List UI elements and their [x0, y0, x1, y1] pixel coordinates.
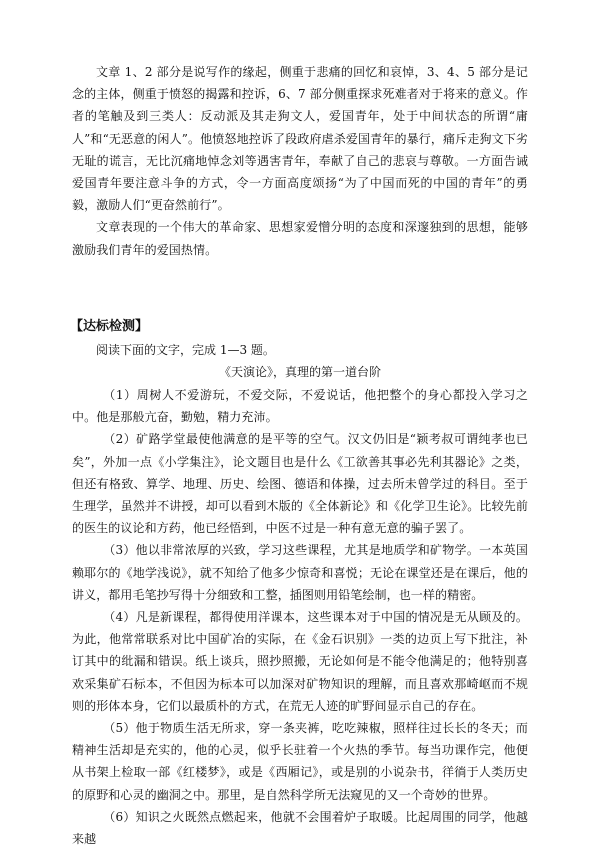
article-body	[72, 384, 528, 850]
article-paragraph: （2）矿路学堂最使他满意的是平等的空气。汉文仍旧是“颖考叔可谓纯孝也已矣”，外加一点《小学集注》，论文题目也是什么《工欲善其事必先利其器论》之类，但还有格致、算学、地理、历史、绘图、德语和体操，过去所未曾学过的科目。至于生理学，虽然并不讲授，却可以看到木版的《全体新论》和《化学卫生论》。比较先前的医生的议论和方药，他已经悟到，中医不过是一种有意无意的骗子罢了。	[72, 432, 528, 536]
intro-paragraph: 文章 1、2 部分是说写作的缘起，侧重于悲痛的回忆和哀悼，3、4、5 部分是记念的主体，侧重于愤怒的揭露和控诉，6、7 部分侧重探求死难者对于将来的意义。作者的笔触及到三类人：反动派及其走狗文人，爱国青年，处于中间状态的所谓“庸人”和“无恶意的闲人”。他愤怒地控诉了段政府虐杀爱国青年的暴行，痛斥走狗文下劣无耻的谎言，无比沉痛地悼念刘等遇害青年，奉献了自己的悲哀与尊敬。一方面告诫爱国青年要注意斗争的方式，令一方面高度颂扬“为了中国而死的中国的青年”的勇毅，激励人们“更奋然前行”。	[72, 65, 528, 213]
article-paragraph: （5）他于物质生活无所求，穿一条夹裤，吃吃辣椒，照样往过长长的冬天；而精神生活却是充实的，他的心灵，似乎长驻着一个火热的季节。每当功课作完，他便从书架上检取一部《红楼梦》，或是《西厢记》，或是别的小说杂书，徉徜于人类历史的原野和心灵的幽洞之中。那里，是自然科学所无法窥见的又一个奇妙的世界。	[72, 721, 528, 802]
article-paragraph: （3）他以非常浓厚的兴致，学习这些课程，尤其是地质学和矿物学。一本英国赖耶尔的《地学浅说》，就不知给了他多少惊奇和喜悦；无论在课堂还是在课后，他的讲义，都用毛笔抄写得十分细致和工整，插图则用铅笔绘制，也一样的精密。	[72, 543, 528, 602]
article-paragraph: （4）凡是新课程，都得使用洋课本，这些课本对于中国的情况是无从顾及的。为此，他常常联系对比中国矿冶的实际，在《金石识别》一类的边页上写下批注，补订其中的纰漏和错误。纸上谈兵，照抄照搬，无论如何是不能令他满足的；他特别喜欢采集矿石标本，不但因为标本可以加深对矿物知识的理解，而且喜欢那崎岖而不规则的形体本身，它们以最质朴的方式，在荒无人迹的旷野间显示自己的存在。	[72, 610, 528, 713]
article-title: 《天演论》，真理的第一道台阶	[218, 365, 381, 379]
article-paragraph: （6）知识之火既然点燃起来，他就不会围着炉子取暖。比起周围的同学，他越来越	[72, 809, 528, 847]
article-paragraph: （1）周树人不爱游玩，不爱交际，不爱说话，他把整个的身心都投入学习之中。他是那般亢奋，勤勉，精力充沛。	[72, 388, 528, 425]
intro-paragraph: 文章表现的一个伟大的革命家、思想家爱憎分明的态度和深邃独到的思想，能够激励我们青年的爱国热情。	[72, 220, 528, 257]
section-heading: 【达标检测】	[70, 319, 149, 334]
instruction-text: 阅读下面的文字，完成 1—3 题。	[96, 343, 275, 357]
intro-section	[72, 61, 528, 261]
